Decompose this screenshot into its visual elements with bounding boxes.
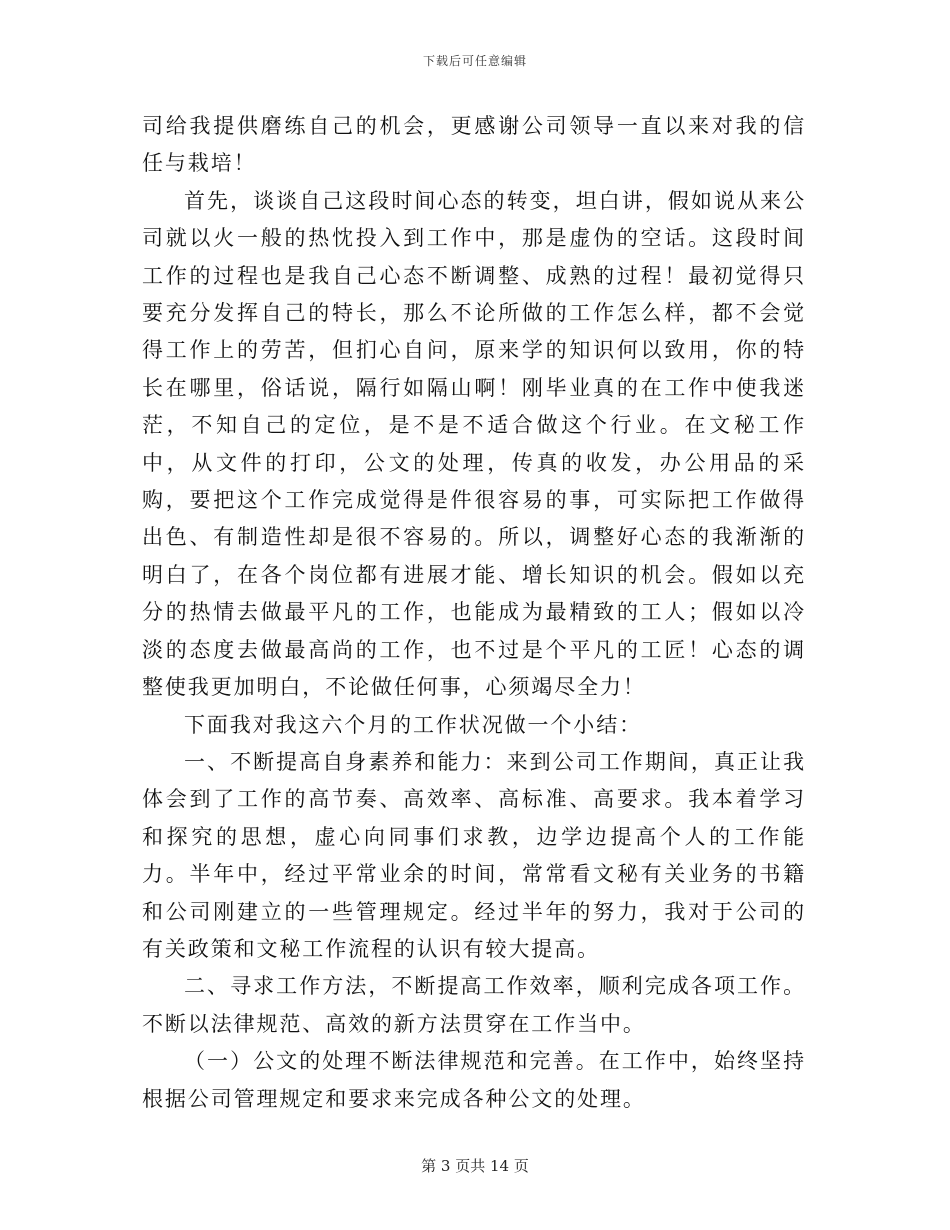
paragraph-section-two: 二、寻求工作方法，不断提高工作效率，顺利完成各项工作。不断以法律规范、高效的新方法贯穿在工作当中。 xyxy=(142,974,806,1036)
paragraph-subsection-one: （一）公文的处理不断法律规范和完善。在工作中，始终坚持根据公司管理规定和要求来完成各种公文的处理。 xyxy=(142,1049,806,1111)
paragraph-summary-intro: 下面我对我这六个月的工作状况做一个小结： xyxy=(184,712,642,737)
page-number: 第 3 页共 14 页 xyxy=(421,1157,529,1175)
page-header: 下载后可任意编辑 xyxy=(422,54,527,68)
document-body xyxy=(142,108,806,1118)
paragraph-continuation: 司给我提供磨练自己的机会，更感谢公司领导一直以来对我的信任与栽培！ xyxy=(142,114,806,176)
paragraph-attitude: 首先，谈谈自己这段时间心态的转变，坦白讲，假如说从来公司就以火一般的热忱投入到工作中，那是虚伪的空话。这段时间工作的过程也是我自己心态不断调整、成熟的过程！最初觉得只要充分发挥自己的特长，那么不论所做的工作怎么样，都不会觉得工作上的劳苦，但扪心自问，原来学的知识何以致用，你的特长在哪里，俗话说，隔行如隔山啊！刚毕业真的在工作中使我迷茫，不知自己的定位，是不是不适合做这个行业。在文秘工作中，从文件的打印，公文的处理，传真的收发，办公用品的采购，要把这个工作完成觉得是件很容易的事，可实际把工作做得出色、有制造性却是很不容易的。所以，调整好心态的我渐渐的明白了，在各个岗位都有进展才能、增长知识的机会。假如以充分的热情去做最平凡的工作，也能成为最精致的工人；假如以冷淡的态度去做最高尚的工作，也不过是个平凡的工匠！心态的调整使我更加明白，不论做任何事，心须竭尽全力！ xyxy=(142,188,806,700)
paragraph-section-one: 一、不断提高自身素养和能力：来到公司工作期间，真正让我体会到了工作的高节奏、高效率、高标准、高要求。我本着学习和探究的思想，虚心向同事们求教，边学边提高个人的工作能力。半年中，经过平常业余的时间，常常看文秘有关业务的书籍和公司刚建立的一些管理规定。经过半年的努力，我对于公司的有关政策和文秘工作流程的认识有较大提高。 xyxy=(142,749,806,961)
